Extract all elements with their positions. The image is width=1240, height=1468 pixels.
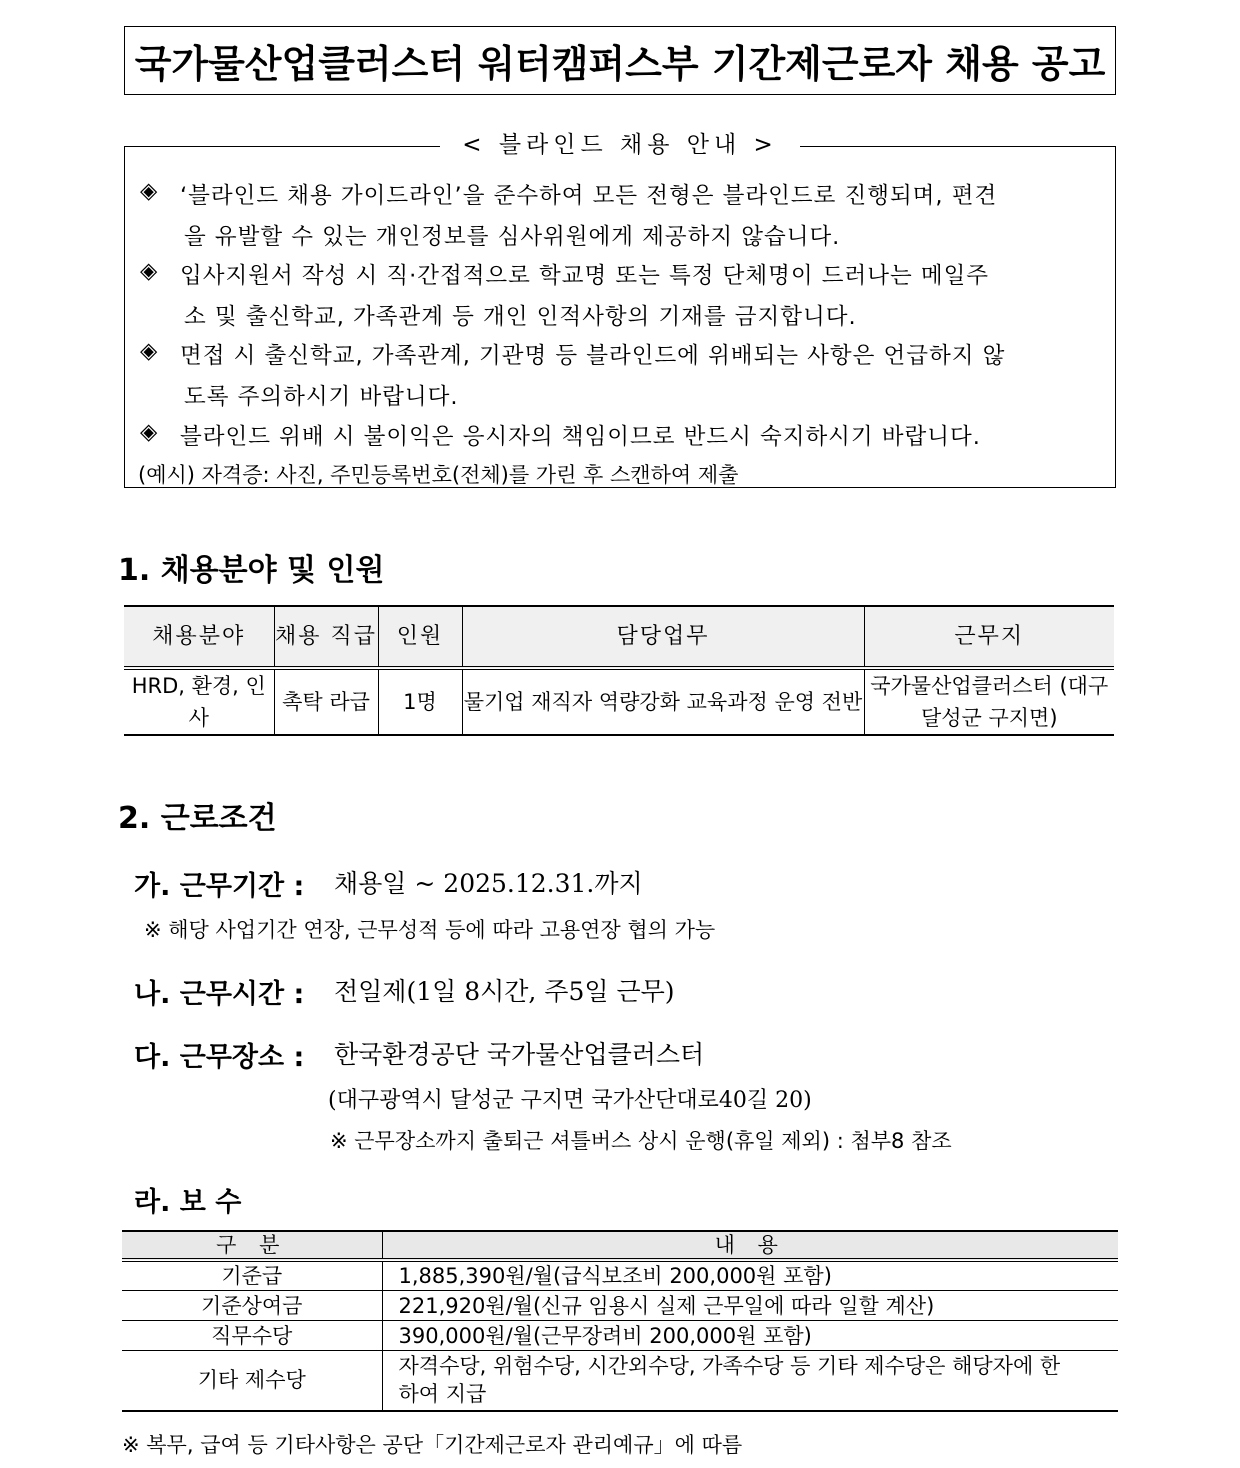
table-row — [124, 668, 1114, 735]
header-place: 근무지 — [864, 606, 1114, 668]
diamond-bullet-icon: ◈ — [140, 338, 158, 364]
blind-example: (예시) 자격증: 사진, 주민등록번호(전체)를 가린 후 스캔하여 제출 — [138, 463, 739, 487]
pay-name: 직무수당 — [122, 1321, 382, 1351]
period-value: 채용일 ~ 2025.12.31.까지 — [334, 869, 643, 898]
page-title: 국가물산업클러스터 워터캠퍼스부 기간제근로자 채용 공고 — [134, 42, 1106, 86]
table-header-row — [122, 1231, 1118, 1260]
cell-count: 1명 — [378, 668, 462, 735]
header-duty: 담당업무 — [462, 606, 864, 668]
blind-item — [140, 178, 1112, 258]
place-address: (대구광역시 달성군 구지면 국가산단대로40길 20) — [328, 1088, 812, 1113]
table-row — [122, 1260, 1118, 1291]
pay-value: 1,885,390원/월(급식보조비 200,000원 포함) — [382, 1260, 1118, 1291]
diamond-bullet-icon: ◈ — [140, 258, 158, 284]
blind-item-line: 소 및 출신학교, 가족관계 등 개인 인적사항의 기재를 금지합니다. — [184, 304, 857, 330]
cell-place: 국가물산업클러스터 (대구 달성군 구지면) — [864, 668, 1114, 735]
table-header-row — [124, 606, 1114, 668]
section2-heading: 2. 근로조건 — [118, 801, 277, 836]
table-row — [122, 1291, 1118, 1321]
place-label: 다. 근무장소 : — [134, 1042, 305, 1073]
pay-value: 221,920원/월(신규 임용시 실제 근무일에 따라 일할 계산) — [382, 1291, 1118, 1321]
cell-field: HRD, 환경, 인사 — [131, 674, 266, 730]
section1-heading: 1. 채용분야 및 인원 — [118, 553, 385, 588]
pay-table — [122, 1230, 1118, 1412]
pay-name: 기준상여금 — [122, 1291, 382, 1321]
hours-value: 전일제(1일 8시간, 주5일 근무) — [334, 977, 675, 1006]
header-content: 내 용 — [382, 1231, 1118, 1260]
cell-duty: 물기업 재직자 역량강화 교육과정 운영 전반 — [462, 668, 864, 735]
title-box — [124, 26, 1116, 95]
period-label: 가. 근무기간 : — [134, 871, 305, 902]
pay-name: 기타 제수당 — [197, 1368, 306, 1393]
blind-item — [140, 338, 1112, 418]
pay-value: 자격수당, 위험수당, 시간외수당, 가족수당 등 기타 제수당은 해당자에 한하여 지급 — [382, 1351, 1118, 1411]
header-count: 인원 — [378, 606, 462, 668]
hours-label: 나. 근무시간 : — [134, 979, 305, 1010]
blind-notice-heading: < 블라인드 채용 안내 > — [440, 130, 800, 160]
blind-item-line: 도록 주의하시기 바랍니다. — [184, 384, 459, 410]
table-row — [122, 1351, 1118, 1411]
pay-value: 390,000원/월(근무장려비 200,000원 포함) — [382, 1321, 1118, 1351]
footer-note: ※ 복무, 급여 등 기타사항은 공단「기간제근로자 관리예규」에 따름 — [122, 1433, 743, 1457]
period-note: ※ 해당 사업기간 연장, 근무성적 등에 따라 고용연장 협의 가능 — [144, 918, 716, 942]
header-grade: 채용 직급 — [274, 606, 378, 668]
header-field: 채용분야 — [124, 606, 274, 668]
blind-item-line: ‘블라인드 채용 가이드라인’을 준수하여 모든 전형은 블라인드로 진행되며, 편견 — [180, 183, 998, 209]
diamond-bullet-icon: ◈ — [140, 178, 158, 204]
header-category: 구 분 — [122, 1231, 382, 1260]
table-row — [122, 1321, 1118, 1351]
blind-item-line: 블라인드 위배 시 불이익은 응시자의 책임이므로 반드시 숙지하시기 바랍니다. — [180, 424, 981, 450]
blind-item-line: 입사지원서 작성 시 직·간접적으로 학교명 또는 특정 단체명이 드러나는 메일주 — [180, 263, 990, 289]
blind-item — [140, 419, 1112, 459]
blind-item-line: 을 유발할 수 있는 개인정보를 심사위원에게 제공하지 않습니다. — [184, 224, 841, 250]
recruitment-table — [124, 605, 1114, 736]
diamond-bullet-icon: ◈ — [140, 419, 158, 445]
place-value: 한국환경공단 국가물산업클러스터 — [334, 1040, 705, 1069]
pay-label: 라. 보 수 — [134, 1187, 242, 1218]
blind-item-line: 면접 시 출신학교, 가족관계, 기관명 등 블라인드에 위배되는 사항은 언급하지 않 — [180, 343, 1006, 369]
blind-item — [140, 258, 1112, 338]
pay-name: 기준급 — [122, 1260, 382, 1291]
cell-grade: 촉탁 라급 — [274, 668, 378, 735]
place-note: ※ 근무장소까지 출퇴근 셔틀버스 상시 운행(휴일 제외) : 첨부8 참조 — [330, 1129, 952, 1153]
